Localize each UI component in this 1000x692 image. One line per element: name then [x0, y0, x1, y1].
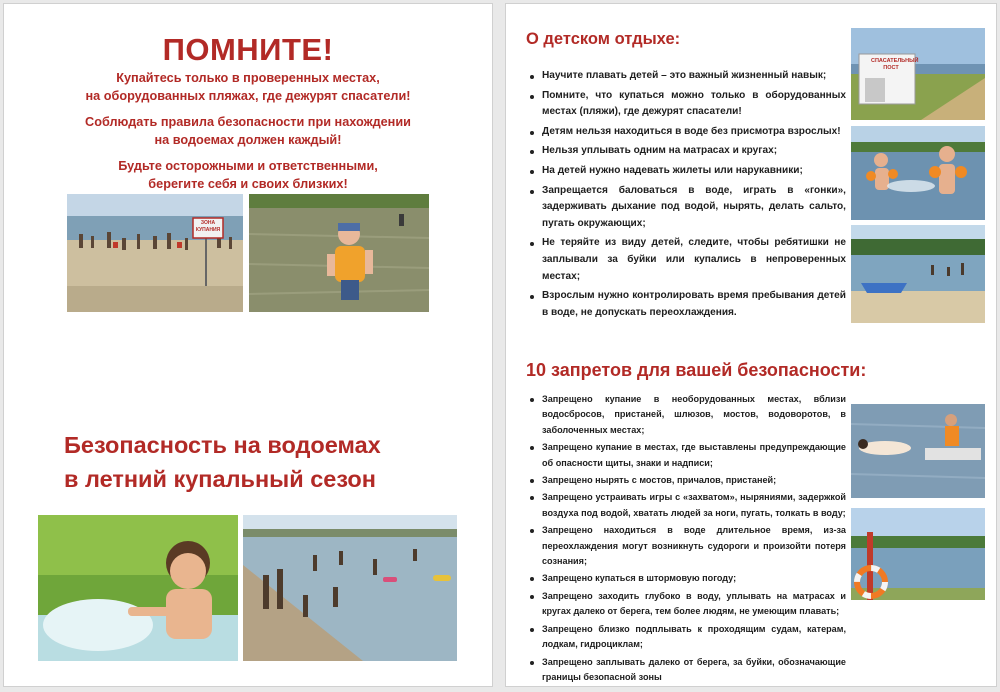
- lake-boat-photo: [851, 225, 985, 323]
- right-page: [505, 3, 997, 687]
- list-item: Запрещено купание в необорудованных местах, вблизи водосбросов, пристаней, шлюзов, мостов, водоворотов, в заболоченных местах;: [526, 392, 846, 438]
- list-item: Помните, что купаться можно только в оборудованных местах (пляжи), где дежурят спасатели!: [526, 88, 846, 121]
- list-item: Взрослым нужно контролировать время пребывания детей в воде, не допускать переохлаждения.: [526, 288, 846, 321]
- bans-list: [526, 392, 846, 687]
- list-item: Нельзя уплывать одним на матрасах и кругах;: [526, 143, 846, 160]
- zone-sign-text: ЗОНА КУПАНИЯ: [195, 220, 221, 233]
- list-item: Детям нельзя находиться в воде без присмотра взрослых!: [526, 124, 846, 141]
- safety-season-title: [64, 428, 484, 496]
- warning-text: [24, 70, 472, 193]
- section-bans-title: 10 запретов для вашей безопасности:: [526, 360, 867, 380]
- list-item: Запрещено купание в местах, где выставлены предупреждающие об опасности щиты, знаки и надписи;: [526, 440, 846, 471]
- children-rules-list: [526, 68, 846, 324]
- warning-line: Будьте осторожными и ответственными,: [118, 159, 378, 173]
- rescuer-swimmer-photo: [851, 404, 985, 498]
- list-item: Запрещено находиться в воде длительное время, из-за переохлаждения могут возникнуть судороги и произойти потеря сознания;: [526, 523, 846, 569]
- section-children-title: О детском отдыхе:: [526, 30, 681, 48]
- rescue-post-photo: [851, 28, 985, 120]
- title-line: Безопасность на водоемах: [64, 432, 381, 458]
- list-item: Запрещено заходить глубоко в воду, уплывать на матрасах и кругах далеко от берега, тем более людям, не умеющим плавать;: [526, 589, 846, 620]
- list-item: Не теряйте из виду детей, следите, чтобы ребятишки не заплывали за буйки или купались в непроверенных местах;: [526, 235, 846, 285]
- list-item: Запрещается баловаться в воде, играть в «гонки», задерживать дыхание под водой, нырять, делать сальто, пугать окружающих;: [526, 183, 846, 233]
- title-line: в летний купальный сезон: [64, 466, 376, 492]
- list-item: Запрещено купаться в штормовую погоду;: [526, 571, 846, 586]
- left-page: [3, 3, 493, 687]
- kids-armbands-photo: [851, 126, 985, 220]
- warning-line: Купайтесь только в проверенных местах,: [116, 71, 380, 85]
- child-life-vest-photo: [249, 194, 429, 312]
- list-item: Запрещено нырять с мостов, причалов, пристаней;: [526, 473, 846, 488]
- crowded-shore-photo: [243, 515, 457, 661]
- list-item: Запрещено близко подплывать к проходящим судам, катерам, лодкам, гидроциклам;: [526, 622, 846, 653]
- warning-line: Соблюдать правила безопасности при нахождении: [85, 115, 411, 129]
- rescue-post-sign: СПАСАТЕЛЬНЫЙ ПОСТ: [871, 58, 919, 71]
- list-item: Научите плавать детей – это важный жизненный навык;: [526, 68, 846, 85]
- page-title: ПОМНИТЕ!: [162, 32, 334, 67]
- list-item: Запрещено устраивать игры с «захватом», ныряниями, задержкой воздуха под водой, хватать людей за ноги, пугать, толкать в воду;: [526, 490, 846, 521]
- list-item: Запрещено заплывать далеко от берега, за буйки, обозначающие границы безопасной зоны: [526, 655, 846, 686]
- lifebuoy-lake-photo: [851, 508, 985, 600]
- beach-crowd-photo: [67, 194, 243, 312]
- warning-line: на водоемах должен каждый!: [154, 132, 342, 147]
- warning-line: на оборудованных пляжах, где дежурят спасатели!: [85, 88, 411, 103]
- list-item: На детей нужно надевать жилеты или нарукавники;: [526, 163, 846, 180]
- child-splashing-photo: [38, 515, 238, 661]
- warning-line: берегите себя и своих близких!: [148, 176, 348, 191]
